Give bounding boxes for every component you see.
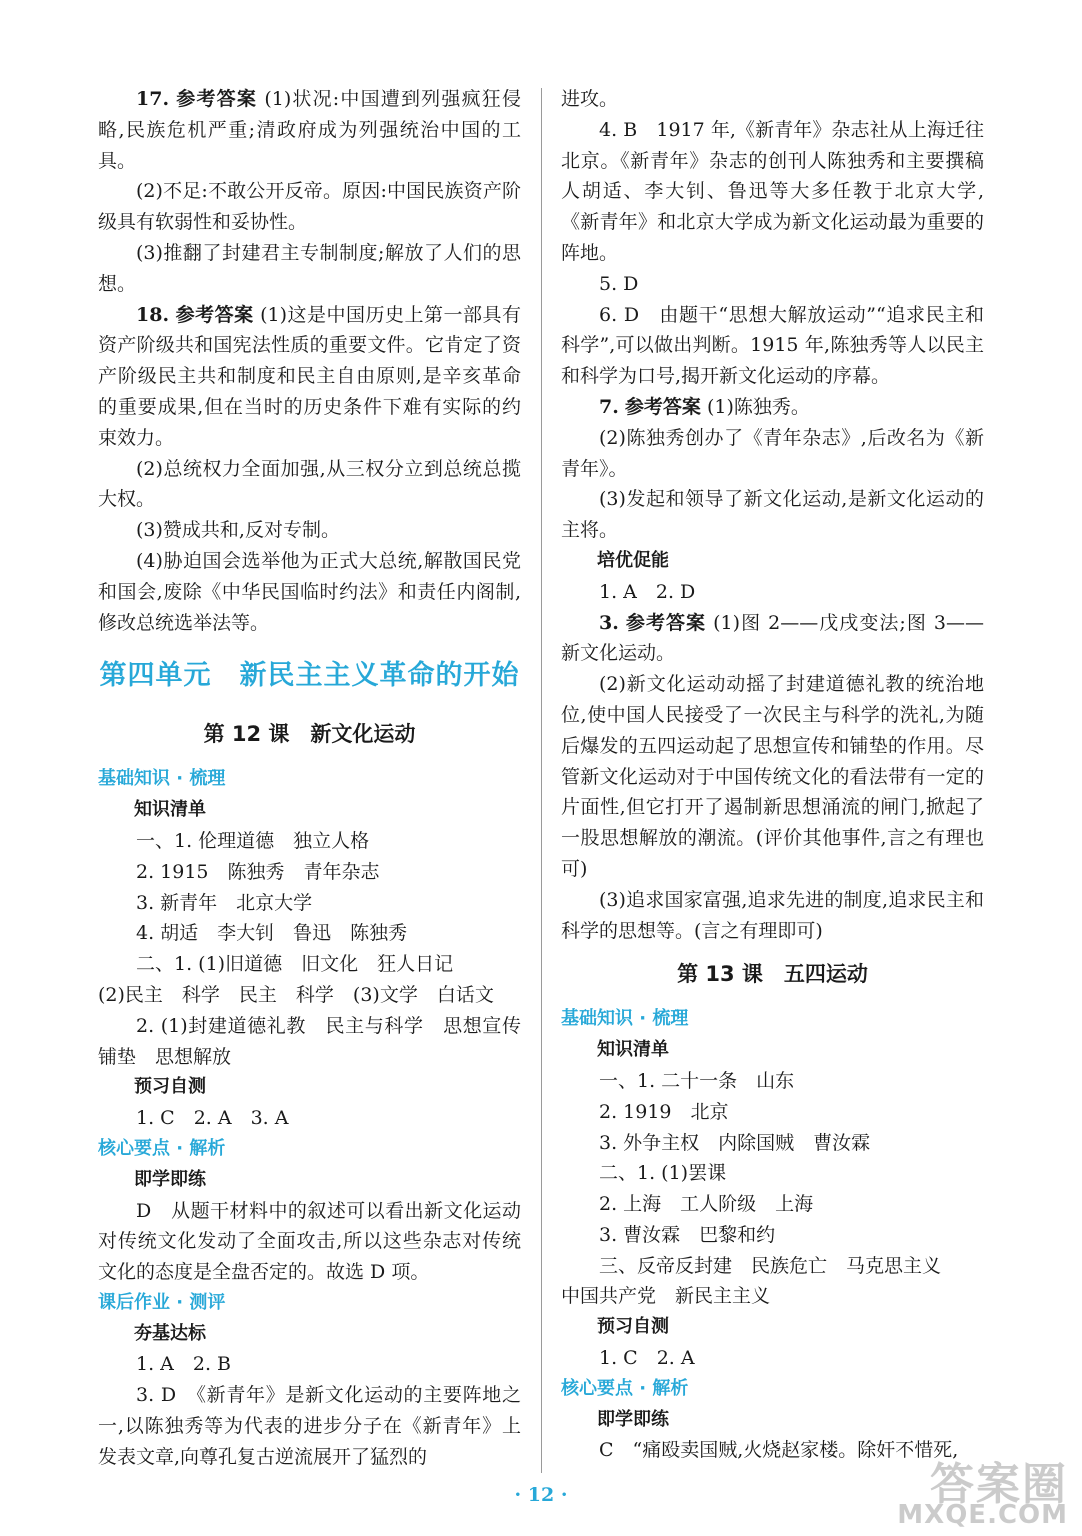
knowledge-line: 3. 曹汝霖 巴黎和约	[599, 1223, 776, 1246]
section-homework: 课后作业 · 测评	[98, 1291, 226, 1313]
q17-text-1: (1)状况:中国遭到列强疯狂侵略,民族危机严重;清政府成为列强统治中国的工具。	[98, 88, 521, 172]
knowledge-line: 一、1. 二十一条 山东	[599, 1069, 795, 1092]
q7-paragraph-3: (3)发起和领导了新文化运动,是新文化运动的主将。	[561, 488, 984, 542]
practice-heading: 即学即练	[597, 1408, 669, 1430]
advance-answers: 1. A 2. D	[599, 580, 696, 603]
homework-q3: 3. D 《新青年》是新文化运动的主要阵地之一,以陈独秀等为代表的进步分子在《新青年》上发表文章,向尊孔复古逆流展开了猛烈的	[98, 1384, 521, 1468]
homework-q4: 4. B 1917 年,《新青年》杂志社从上海迁往北京。《新青年》杂志的创刊人陈独秀和主要撰稿人胡适、李大钊、鲁迅等大多任教于北京大学,《新青年》和北京大学成为新文化运动最为重要的阵地。	[561, 118, 984, 264]
q18-paragraph-3: (3)赞成共和,反对专制。	[136, 519, 340, 542]
advance-heading: 培优促能	[597, 549, 669, 571]
adv-q3-answer-label: 参考答案	[625, 611, 707, 634]
adv-q3-paragraph-1	[561, 608, 984, 670]
left-column	[98, 84, 541, 1473]
q18-answer-label: 参考答案	[175, 303, 254, 326]
q18-paragraph-2: (2)总统权力全面加强,从三权分立到总统总揽大权。	[98, 457, 521, 511]
section-basic-knowledge: 基础知识 · 梳理	[561, 1008, 689, 1030]
knowledge-line: 三、反帝反封建 民族危亡 马克思主义	[599, 1254, 942, 1277]
preview-heading: 预习自测	[597, 1316, 669, 1338]
knowledge-line: 2. (1)封建道德礼教 民主与科学 思想宣传 铺垫 思想解放	[98, 1014, 541, 1068]
section-basic-knowledge: 基础知识 · 梳理	[98, 768, 226, 790]
practice-answer: C “痛殴卖国贼,火烧赵家楼。除奸不惜死,	[599, 1439, 959, 1462]
homework-q5: 5. D	[599, 272, 639, 295]
watermark-text: 答案圈	[930, 1459, 1068, 1510]
basic-heading: 夯基达标	[134, 1322, 206, 1344]
q18-paragraph-4: (4)胁迫国会选举他为正式大总统,解散国民党和国会,废除《中华民国临时约法》和责任内阁制,修改总统选举法等。	[98, 549, 521, 634]
adv-q3-number: 3.	[599, 611, 619, 634]
q7-number: 7.	[599, 395, 619, 418]
q18-paragraph-1	[98, 300, 521, 454]
q17-number: 17.	[136, 88, 170, 110]
practice-answer: D 从题干材料中的叙述可以看出新文化运动对传统文化发动了全面攻击,所以这些杂志对传统文化的态度是全盘否定的。故选 D 项。	[98, 1199, 521, 1284]
preview-answers: 1. C 2. A	[599, 1347, 695, 1370]
knowledge-line: 二、1. (1)罢课	[599, 1162, 727, 1185]
lesson-13-title: 第 13 课 五四运动	[677, 962, 868, 987]
basic-answers: 1. A 2. B	[136, 1353, 232, 1376]
knowledge-list-heading: 知识清单	[134, 799, 206, 821]
preview-answers: 1. C 2. A 3. A	[136, 1107, 289, 1130]
knowledge-line: 2. 1919 北京	[599, 1100, 729, 1123]
homework-q6: 6. D 由题干“思想大解放运动”“追求民主和科学”,可以做出判断。1915 年,陈独秀等人以民主和科学为口号,揭开新文化运动的序幕。	[561, 303, 984, 388]
knowledge-line: 中国共产党 新民主主义	[561, 1285, 771, 1308]
preview-heading: 预习自测	[134, 1076, 206, 1098]
lesson-12-title: 第 12 课 新文化运动	[203, 722, 416, 747]
q17-answer-label: 参考答案	[176, 88, 258, 110]
q18-text-1: (1)这是中国历史上第一部具有资产阶级共和国宪法性质的重要文件。它肯定了资产阶级民主共和制度和民主自由原则,是辛亥革命的重要成果,但在当时的历史条件下难有实际的约束效力。	[98, 303, 521, 449]
knowledge-line: 2. 1915 陈独秀 青年杂志	[136, 860, 380, 883]
knowledge-line: 4. 胡适 李大钊 鲁迅 陈独秀	[136, 922, 408, 945]
q7-answer-label: 参考答案	[624, 395, 701, 418]
knowledge-line: 2. 上海 工人阶级 上海	[599, 1193, 814, 1216]
q17-paragraph-3: (3)推翻了封建君主专制制度;解放了人们的思想。	[98, 241, 521, 295]
section-core-points: 核心要点 · 解析	[98, 1137, 226, 1159]
watermark-url: MXQE.COM	[897, 1500, 1068, 1530]
q17-paragraph-1	[98, 84, 521, 176]
q18-number: 18.	[136, 303, 170, 326]
page-number: · 12 ·	[514, 1484, 568, 1506]
knowledge-line: 二、1. (1)旧道德 旧文化 狂人日记	[136, 953, 454, 976]
q7-paragraph-2: (2)陈独秀创办了《青年杂志》,后改名为《新青年》。	[561, 426, 984, 480]
right-column	[561, 84, 984, 1466]
adv-q3-text-1: (1)图 2——戊戌变法;图 3——新文化运动。	[561, 611, 984, 665]
q7-paragraph-1	[561, 392, 984, 423]
watermark-logo	[884, 1448, 1074, 1530]
adv-q3-paragraph-2: (2)新文化运动动摇了封建道德礼教的统治地位,使中国人民接受了一次民主与科学的洗礼,为随后爆发的五四运动起了思想宣传和铺垫的作用。尽管新文化运动对于中国传统文化的看法带有一定的片面性,但它打开了遏制新思想涌流的闸门,掀起了一股思想解放的潮流。(评价其他事件,言之有理也可)	[561, 673, 984, 880]
q7-text-1: (1)陈独秀。	[706, 395, 810, 418]
knowledge-list-heading: 知识清单	[597, 1039, 669, 1061]
section-core-points: 核心要点 · 解析	[561, 1377, 689, 1399]
practice-heading: 即学即练	[134, 1168, 206, 1190]
column-divider	[541, 88, 542, 1473]
knowledge-line: (2)民主 科学 民主 科学 (3)文学 白话文	[98, 983, 494, 1006]
knowledge-line: 3. 外争主权 内除国贼 曹汝霖	[599, 1131, 871, 1154]
knowledge-line: 3. 新青年 北京大学	[136, 891, 313, 914]
adv-q3-paragraph-3: (3)追求国家富强,追求先进的制度,追求民主和科学的思想等。(言之有理即可)	[561, 888, 984, 942]
continued-text: 进攻。	[561, 88, 619, 110]
knowledge-line: 一、1. 伦理道德 独立人格	[136, 829, 370, 852]
q17-paragraph-2: (2)不足:不敢公开反帝。原因:中国民族资产阶级具有软弱性和妥协性。	[98, 180, 521, 234]
unit-title: 第四单元 新民主主义革命的开始	[99, 660, 520, 692]
